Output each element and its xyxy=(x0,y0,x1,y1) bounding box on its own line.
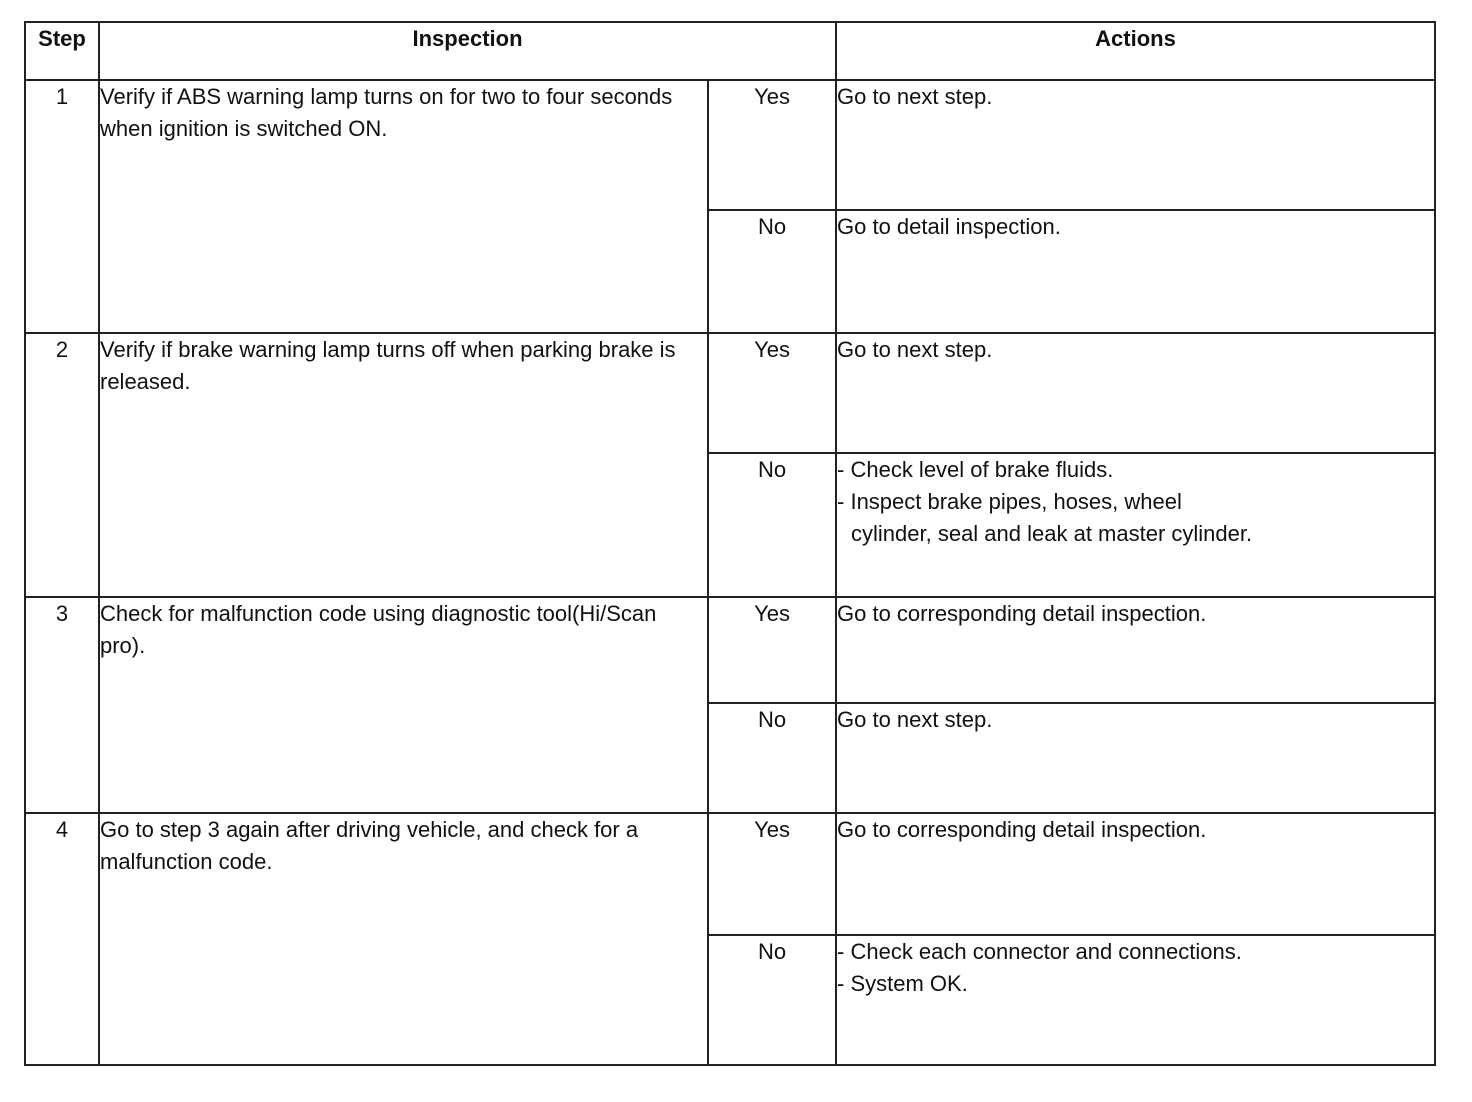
answer-no: No xyxy=(708,453,836,597)
action-line: Go to next step. xyxy=(837,707,993,732)
action-no xyxy=(836,703,1435,813)
step-3-yes-row xyxy=(25,597,1435,703)
inspection-table xyxy=(24,21,1436,1066)
inspection-text: Check for malfunction code using diagnostic tool(Hi/Scan pro). xyxy=(99,597,708,813)
answer-no: No xyxy=(708,703,836,813)
action-no xyxy=(836,453,1435,597)
answer-yes: Yes xyxy=(708,813,836,935)
action-line: Go to detail inspection. xyxy=(837,214,1061,239)
answer-yes: Yes xyxy=(708,333,836,453)
action-yes xyxy=(836,80,1435,210)
header-actions: Actions xyxy=(836,22,1435,80)
action-line: - Check level of brake fluids. xyxy=(837,457,1114,482)
action-line: - System OK. xyxy=(837,971,968,996)
action-yes xyxy=(836,333,1435,453)
action-line: cylinder, seal and leak at master cylinder. xyxy=(851,521,1253,546)
step-1-yes-row xyxy=(25,80,1435,210)
action-line: - Check each connector and connections. xyxy=(837,939,1242,964)
answer-no: No xyxy=(708,935,836,1065)
step-2-yes-row xyxy=(25,333,1435,453)
action-line: Go to corresponding detail inspection. xyxy=(837,601,1207,626)
header-step: Step xyxy=(25,22,99,80)
header-row xyxy=(25,22,1435,80)
header-inspection: Inspection xyxy=(99,22,836,80)
action-line: Go to corresponding detail inspection. xyxy=(837,817,1207,842)
inspection-text: Verify if brake warning lamp turns off when parking brake is released. xyxy=(99,333,708,597)
action-no xyxy=(836,935,1435,1065)
inspection-text: Verify if ABS warning lamp turns on for two to four seconds when ignition is switched ON. xyxy=(99,80,708,333)
answer-yes: Yes xyxy=(708,597,836,703)
answer-yes: Yes xyxy=(708,80,836,210)
step-number: 4 xyxy=(25,813,99,1065)
step-number: 3 xyxy=(25,597,99,813)
action-line: Go to next step. xyxy=(837,84,993,109)
action-no xyxy=(836,210,1435,333)
step-number: 1 xyxy=(25,80,99,333)
action-yes xyxy=(836,813,1435,935)
step-4-yes-row xyxy=(25,813,1435,935)
action-line: Go to next step. xyxy=(837,337,993,362)
action-yes xyxy=(836,597,1435,703)
action-line: - Inspect brake pipes, hoses, wheel xyxy=(837,489,1182,514)
inspection-text: Go to step 3 again after driving vehicle, and check for a malfunction code. xyxy=(99,813,708,1065)
answer-no: No xyxy=(708,210,836,333)
step-number: 2 xyxy=(25,333,99,597)
